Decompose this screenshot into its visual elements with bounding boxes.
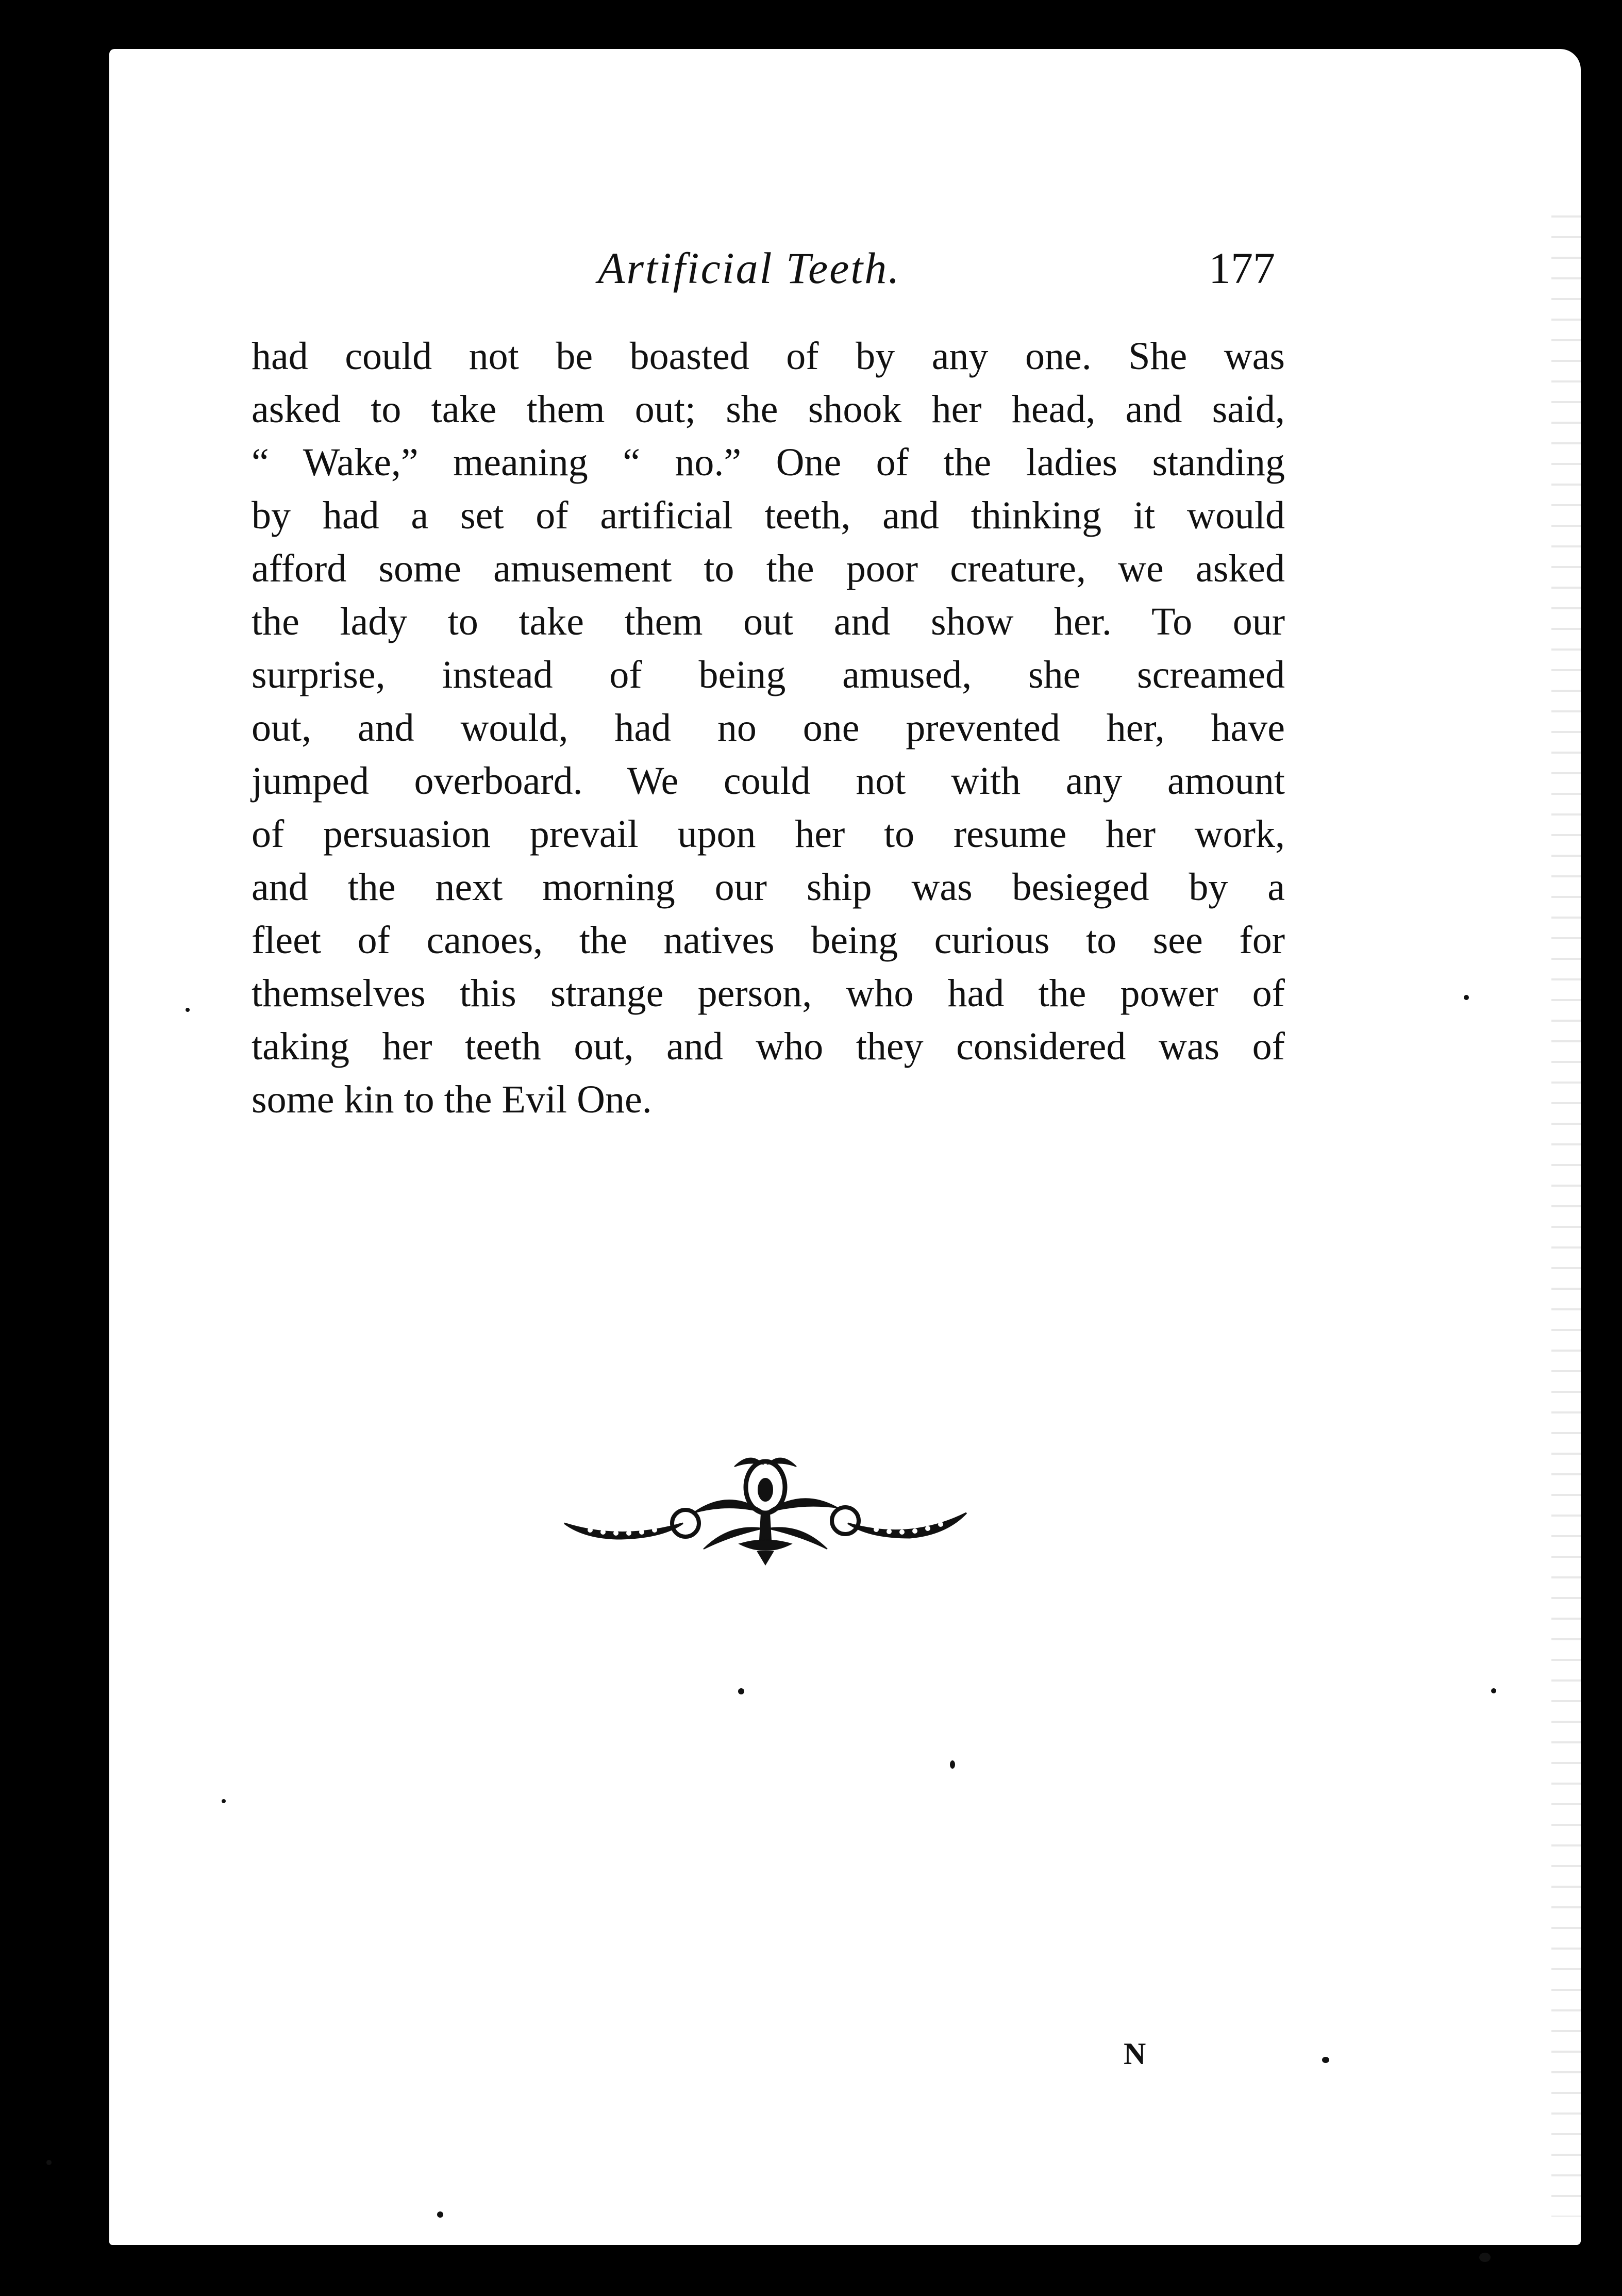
text-line: jumped overboard. We could not with any amount: [252, 759, 1285, 803]
ink-speck: [1322, 2057, 1329, 2063]
ink-speck: [950, 1760, 955, 1769]
text-line: taking her teeth out, and who they considered was of: [252, 1025, 1285, 1068]
ink-speck: [738, 1688, 744, 1694]
ink-speck: [222, 1799, 226, 1803]
text-line: “ Wake,” meaning “ no.” One of the ladies standing: [252, 441, 1285, 484]
text-line: of persuasion prevail upon her to resume her work,: [252, 812, 1285, 856]
text-line: afford some amusement to the poor creature, we asked: [252, 547, 1285, 590]
running-title: Artificial Teeth.: [598, 243, 901, 293]
page-number: 177: [1209, 243, 1275, 293]
stray-printer-mark: N: [1124, 2037, 1146, 2071]
text-line: asked to take them out; she shook her head, and said,: [252, 388, 1285, 431]
book-spine-shadow: [77, 49, 109, 2245]
text-line: surprise, instead of being amused, she screamed: [252, 653, 1285, 696]
ink-speck: [1464, 995, 1469, 1000]
body-text: [252, 330, 1285, 1126]
text-line: out, and would, had no one prevented her, have: [252, 706, 1285, 750]
ink-speck: [46, 2160, 52, 2165]
text-line: and the next morning our ship was besieged by a: [252, 866, 1285, 909]
text-line: had could not be boasted of by any one. She was: [252, 335, 1285, 378]
ink-speck: [437, 2211, 443, 2218]
ink-speck: [1491, 1688, 1496, 1693]
text-line: by had a set of artificial teeth, and thinking it would: [252, 494, 1285, 537]
text-line: the lady to take them out and show her. To our: [252, 600, 1285, 643]
text-line: themselves this strange person, who had the power of: [252, 972, 1285, 1015]
page-edge: [1551, 206, 1581, 2217]
running-head: [0, 242, 1622, 299]
ink-speck: [186, 1008, 190, 1012]
text-line: some kin to the Evil One.: [252, 1078, 652, 1121]
floral-tailpiece-icon: [559, 1446, 972, 1570]
text-line: fleet of canoes, the natives being curious to see for: [252, 919, 1285, 962]
ink-speck: [1479, 2253, 1491, 2262]
